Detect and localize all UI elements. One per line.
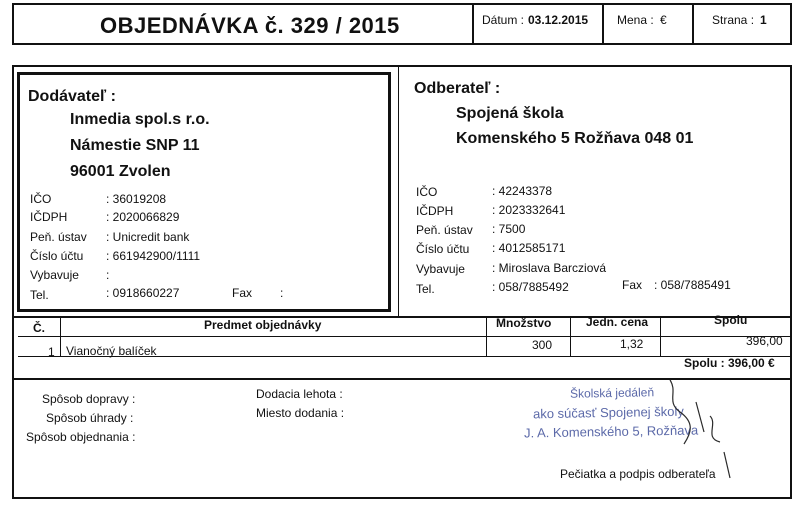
supplier-tel-value: : 0918660227 <box>106 286 180 300</box>
supplier-account-label: Číslo účtu <box>30 249 84 263</box>
row-qty: 300 <box>532 338 553 352</box>
col-header-item: Predmet objednávky <box>204 318 322 332</box>
supplier-icdph-label: IČDPH <box>30 210 68 224</box>
row-item: Vianočný balíček <box>66 344 157 358</box>
col-divider-price <box>570 317 571 357</box>
col-divider-qty <box>486 317 487 357</box>
page-value: 1 <box>760 13 767 27</box>
supplier-ico-label: IČO <box>30 192 52 206</box>
customer-bank-value: : 7500 <box>492 222 526 236</box>
supplier-account-value: : 661942900/1111 <box>106 249 201 263</box>
sum-total: Spolu : 396,00 € <box>684 356 775 370</box>
customer-account-label: Číslo účtu <box>416 242 470 256</box>
customer-tel-label: Tel. <box>416 282 435 296</box>
col-header-no: Č. <box>33 321 45 335</box>
supplier-tel-label: Tel. <box>30 288 49 302</box>
col-divider-no <box>60 317 61 357</box>
signature-label: Pečiatka a podpis odberateľa <box>560 467 716 481</box>
stamp-line-3: J. A. Komenského 5, Rožňava <box>523 422 699 441</box>
page-label: Strana : <box>712 13 755 27</box>
supplier-bank-label: Peň. ústav <box>30 230 87 244</box>
table-header-bottom-line <box>18 336 791 337</box>
col-divider-total <box>660 317 661 357</box>
row-no: 1 <box>48 345 55 359</box>
supplier-ico-value: : 36019208 <box>106 192 167 206</box>
row-price: 1,32 <box>620 337 644 351</box>
supplier-heading: Dodávateľ : <box>28 88 116 105</box>
supplier-city: 96001 Zvolen <box>70 163 171 180</box>
customer-address: Komenského 5 Rožňava 048 01 <box>456 130 694 147</box>
customer-icdph-value: : 2023332641 <box>492 203 566 217</box>
supplier-fax-value: : <box>280 286 284 300</box>
customer-fax-label: Fax <box>622 278 643 292</box>
customer-icdph-label: IČDPH <box>416 204 454 218</box>
customer-bank-label: Peň. ústav <box>416 223 473 237</box>
col-header-total: Spolu <box>714 313 748 327</box>
customer-contact-label: Vybavuje <box>416 262 465 276</box>
row-total: 396,00 <box>746 334 783 348</box>
col-header-price: Jedn. cena <box>586 315 649 329</box>
transport-label: Spôsob dopravy : <box>42 392 136 406</box>
customer-tel-value: : 058/7885492 <box>492 280 569 294</box>
col-header-qty: Množstvo <box>496 316 552 330</box>
date-label: Dátum : <box>482 13 525 27</box>
date-value: 03.12.2015 <box>528 13 589 27</box>
supplier-contact-label: Vybavuje <box>30 268 79 282</box>
currency-value: € <box>660 13 667 27</box>
signature-scribble <box>600 372 750 482</box>
customer-heading: Odberateľ : <box>414 80 501 97</box>
customer-ico-value: : 42243378 <box>492 184 553 198</box>
customer-fax-value: : 058/7885491 <box>654 278 731 292</box>
customer-name: Spojená škola <box>456 105 564 122</box>
supplier-icdph-value: : 2020066829 <box>106 210 180 224</box>
order-method-label: Spôsob objednania : <box>26 430 136 444</box>
customer-divider <box>398 66 399 316</box>
delivery-date-label: Dodacia lehota : <box>256 387 343 401</box>
customer-ico-label: IČO <box>416 185 438 199</box>
customer-contact-value: : Miroslava Barcziová <box>492 261 607 275</box>
supplier-fax-label: Fax <box>232 286 253 300</box>
supplier-contact-value: : <box>106 268 110 282</box>
currency-label: Mena : <box>617 13 654 27</box>
payment-label: Spôsob úhrady : <box>46 411 134 425</box>
delivery-place-label: Miesto dodania : <box>256 406 345 420</box>
supplier-bank-value: : Unicredit bank <box>106 230 190 244</box>
customer-account-value: : 4012585171 <box>492 241 566 255</box>
supplier-name: Inmedia spol.s r.o. <box>70 111 210 128</box>
table-top-line <box>13 316 791 318</box>
stamp-line-1: Školská jedáleň <box>569 385 655 401</box>
supplier-street: Námestie SNP 11 <box>70 137 200 154</box>
stamp-line-2: ako súčasť Spojenej školy <box>532 403 684 422</box>
document-title: OBJEDNÁVKA č. 329 / 2015 <box>100 13 400 38</box>
